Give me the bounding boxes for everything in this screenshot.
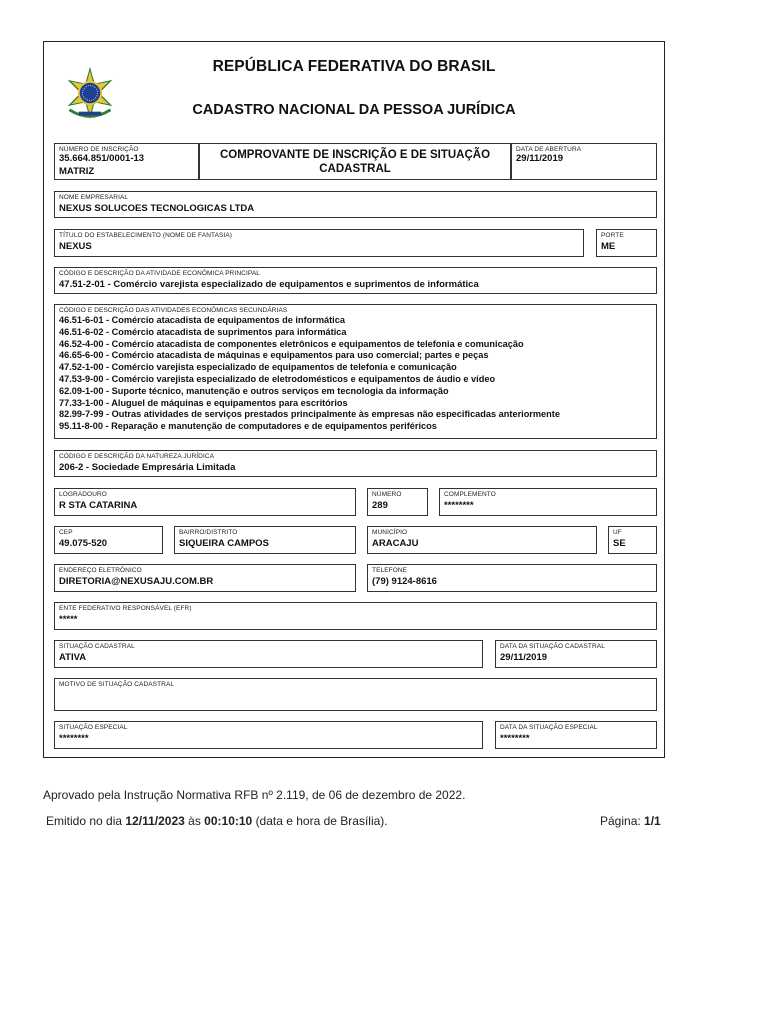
emission-time: 00:10:10 xyxy=(204,814,253,828)
bairro-box xyxy=(174,526,356,554)
atividade-principal-value: 47.51-2-01 - Comércio varejista especializado de equipamentos e suprimentos de informática xyxy=(59,279,479,290)
list-item: 77.33-1-00 - Aluguel de máquinas e equipamentos para escritórios xyxy=(59,397,348,408)
situacao-value: ATIVA xyxy=(59,652,87,663)
numero-value: 289 xyxy=(372,500,388,511)
telefone-value: (79) 9124-8616 xyxy=(372,576,437,587)
abertura-box xyxy=(511,143,657,180)
atividades-secundarias-list xyxy=(59,315,560,433)
data-situacao-especial-label: DATA DA SITUAÇÃO ESPECIAL xyxy=(500,724,598,731)
fantasia-value: NEXUS xyxy=(59,241,92,252)
porte-label: PORTE xyxy=(601,232,624,239)
list-item: 46.65-6-00 - Comércio atacadista de máquinas e equipamentos para uso comercial; partes e peças xyxy=(59,350,489,361)
page-label: Página: xyxy=(600,814,641,828)
atividade-principal-label: CÓDIGO E DESCRIÇÃO DA ATIVIDADE ECONÔMICA PRINCIPAL xyxy=(59,270,260,277)
data-situacao-especial-box xyxy=(495,721,657,749)
porte-box xyxy=(596,229,657,257)
municipio-box xyxy=(367,526,597,554)
inscricao-type: MATRIZ xyxy=(59,166,95,177)
efr-box xyxy=(54,602,657,630)
motivo-label: MOTIVO DE SITUAÇÃO CADASTRAL xyxy=(59,681,175,688)
numero-box xyxy=(367,488,428,516)
municipio-value: ARACAJU xyxy=(372,538,419,549)
natureza-juridica-box xyxy=(54,450,657,477)
emission-mid: às xyxy=(188,814,201,828)
data-situacao-box xyxy=(495,640,657,668)
emission-prefix: Emitido no dia xyxy=(46,814,123,828)
uf-box xyxy=(608,526,657,554)
email-label: ENDEREÇO ELETRÔNICO xyxy=(59,567,142,574)
list-item: 46.52-4-00 - Comércio atacadista de componentes eletrônicos e equipamentos de telefonia e comunicação xyxy=(59,338,524,349)
emission-suffix: (data e hora de Brasília). xyxy=(255,814,388,828)
emission-line xyxy=(46,814,388,828)
logradouro-label: LOGRADOURO xyxy=(59,491,107,498)
atividades-secundarias-label: CÓDIGO E DESCRIÇÃO DAS ATIVIDADES ECONÔMICAS SECUNDÁRIAS xyxy=(59,307,288,314)
atividades-secundarias-box xyxy=(54,304,657,439)
bairro-label: BAIRRO/DISTRITO xyxy=(179,529,238,536)
list-item: 95.11-8-00 - Reparação e manutenção de computadores e de equipamentos periféricos xyxy=(59,421,437,432)
abertura-label: DATA DE ABERTURA xyxy=(516,146,582,153)
logradouro-value: R STA CATARINA xyxy=(59,500,138,511)
list-item: 47.53-9-00 - Comércio varejista especializado de eletrodomésticos e equipamentos de áudio e vídeo xyxy=(59,373,496,384)
email-value: DIRETORIA@NEXUSAJU.COM.BR xyxy=(59,576,214,587)
atividade-principal-box xyxy=(54,267,657,294)
document-subtitle: CADASTRO NACIONAL DA PESSOA JURÍDICA xyxy=(192,102,516,118)
uf-label: UF xyxy=(613,529,622,536)
data-situacao-especial-value: ******** xyxy=(500,733,530,744)
efr-value: ***** xyxy=(59,614,78,625)
numero-label: NÚMERO xyxy=(372,491,402,498)
telefone-box xyxy=(367,564,657,592)
complemento-value: ******** xyxy=(444,500,474,511)
situacao-especial-box xyxy=(54,721,483,749)
comprovante-title-line2: CADASTRAL xyxy=(319,163,391,175)
situacao-box xyxy=(54,640,483,668)
nome-empresarial-value: NEXUS SOLUCOES TECNOLOGICAS LTDA xyxy=(59,203,255,214)
efr-label: ENTE FEDERATIVO RESPONSÁVEL (EFR) xyxy=(59,605,192,612)
nome-empresarial-box xyxy=(54,191,657,218)
fantasia-box xyxy=(54,229,584,257)
fantasia-label: TÍTULO DO ESTABELECIMENTO (NOME DE FANTASIA) xyxy=(59,232,233,239)
inscricao-label: NÚMERO DE INSCRIÇÃO xyxy=(59,146,139,153)
comprovante-title xyxy=(200,148,510,176)
list-item: 47.52-1-00 - Comércio varejista especializado de equipamentos de telefonia e comunicação xyxy=(59,362,457,373)
complemento-label: COMPLEMENTO xyxy=(444,491,496,498)
list-item: 46.51-6-02 - Comércio atacadista de suprimentos para informática xyxy=(59,326,347,337)
list-item: 82.99-7-99 - Outras atividades de serviços prestados principalmente às empresas não especificadas anteriormente xyxy=(59,409,560,420)
data-situacao-value: 29/11/2019 xyxy=(500,652,548,663)
comprovante-title-line1: COMPROVANTE DE INSCRIÇÃO E DE SITUAÇÃO xyxy=(219,149,491,161)
inscricao-number: 35.664.851/0001-13 xyxy=(59,153,145,164)
document-title: REPÚBLICA FEDERATIVA DO BRASIL xyxy=(212,58,496,75)
cep-value: 49.075-520 xyxy=(59,538,108,549)
natureza-juridica-value: 206-2 - Sociedade Empresária Limitada xyxy=(59,462,236,473)
list-item: 46.51-6-01 - Comércio atacadista de equipamentos de informática xyxy=(59,315,345,325)
situacao-especial-value: ******** xyxy=(59,733,89,744)
logradouro-box xyxy=(54,488,356,516)
list-item: 62.09-1-00 - Suporte técnico, manutenção e outros serviços em tecnologia da informação xyxy=(59,385,449,396)
abertura-value: 29/11/2019 xyxy=(516,153,564,164)
nome-empresarial-label: NOME EMPRESARIAL xyxy=(59,194,129,201)
page-number xyxy=(600,814,661,828)
bairro-value: SIQUEIRA CAMPOS xyxy=(179,538,269,549)
cep-box xyxy=(54,526,163,554)
motivo-box xyxy=(54,678,657,711)
natureza-juridica-label: CÓDIGO E DESCRIÇÃO DA NATUREZA JURÍDICA xyxy=(59,453,215,460)
cep-label: CEP xyxy=(59,529,73,536)
uf-value: SE xyxy=(613,538,626,549)
porte-value: ME xyxy=(601,241,616,252)
inscricao-box xyxy=(54,143,199,180)
comprovante-box xyxy=(199,143,511,180)
municipio-label: MUNICÍPIO xyxy=(372,529,408,536)
data-situacao-label: DATA DA SITUAÇÃO CADASTRAL xyxy=(500,643,605,650)
complemento-box xyxy=(439,488,657,516)
telefone-label: TELEFONE xyxy=(372,567,408,574)
email-box xyxy=(54,564,356,592)
approval-note: Aprovado pela Instrução Normativa RFB nº 2.119, de 06 de dezembro de 2022. xyxy=(43,788,466,802)
situacao-especial-label: SITUAÇÃO ESPECIAL xyxy=(59,724,128,731)
situacao-label: SITUAÇÃO CADASTRAL xyxy=(59,643,135,650)
page-value: 1/1 xyxy=(644,814,661,828)
emission-date: 12/11/2023 xyxy=(125,814,185,828)
